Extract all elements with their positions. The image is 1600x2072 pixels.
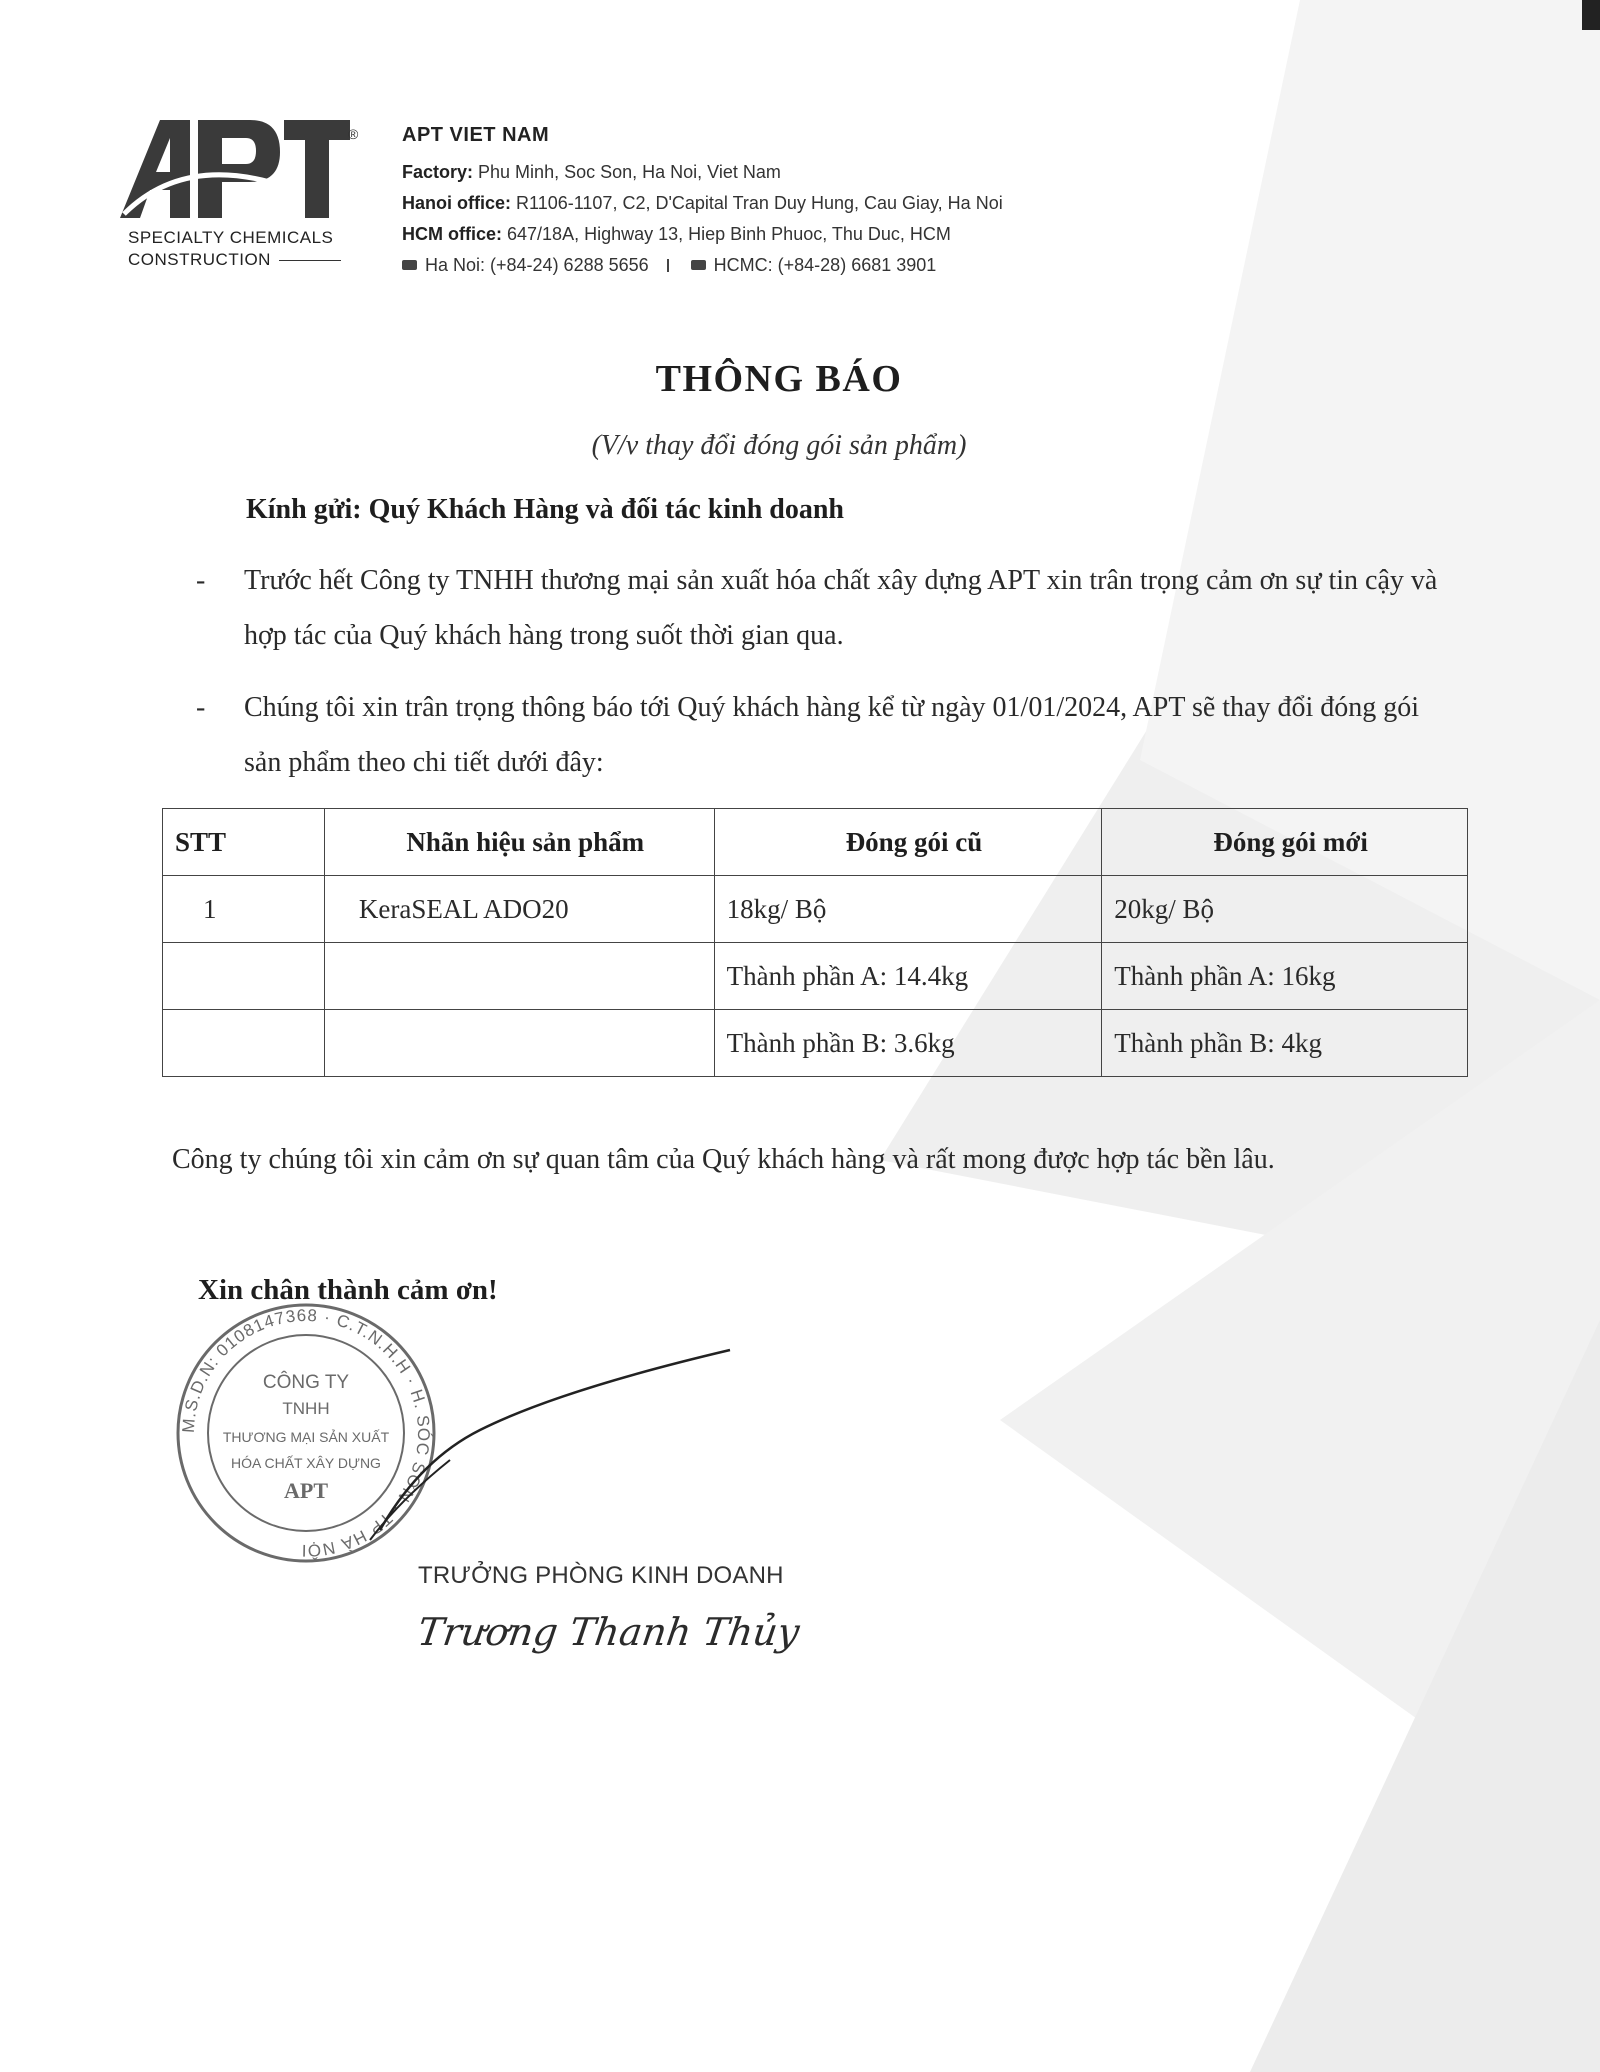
table-cell xyxy=(163,1010,325,1077)
hanoi-office-line: Hanoi office: R1106-1107, C2, D'Capital Tran Duy Hung, Cau Giay, Ha Noi xyxy=(402,193,1003,213)
paragraph-1 xyxy=(196,553,1446,663)
header-new-pack: Đóng gói mới xyxy=(1102,809,1468,876)
bullet-dash: - xyxy=(196,692,206,723)
phone-icon xyxy=(402,260,417,270)
stamp-line-3: THƯƠNG MẠI SẢN XUẤT xyxy=(222,1429,390,1445)
logo-tagline-1: SPECIALTY CHEMICALS xyxy=(128,228,334,247)
table-row xyxy=(163,1010,1468,1077)
logo-tagline-2: CONSTRUCTION xyxy=(128,250,341,270)
phone-hanoi: Ha Noi: (+84-24) 6288 5656 xyxy=(425,255,649,275)
table-header-row xyxy=(163,809,1468,876)
table-row xyxy=(163,943,1468,1010)
table-cell: 18kg/ Bộ xyxy=(714,876,1102,943)
phone-icon xyxy=(691,260,706,270)
company-info xyxy=(402,124,1003,281)
table-cell xyxy=(324,1010,714,1077)
table-cell: Thành phần A: 14.4kg xyxy=(714,943,1102,1010)
greeting: Kính gửi: Quý Khách Hàng và đối tác kinh doanh xyxy=(246,494,844,525)
header-old-pack: Đóng gói cũ xyxy=(714,809,1102,876)
signature-stroke xyxy=(360,1340,740,1560)
scan-edge-mark xyxy=(1582,0,1600,30)
thanks-paragraph: Công ty chúng tôi xin cảm ơn sự quan tâm của Quý khách hàng và rất mong được hợp tác bền lâu. xyxy=(172,1144,1275,1175)
phone-hcmc: HCMC: (+84-28) 6681 3901 xyxy=(713,255,937,275)
paragraph-2-text: Chúng tôi xin trân trọng thông báo tới Quý khách hàng kể từ ngày 01/01/2024, APT sẽ thay đổi đóng gói sản phẩm theo chi tiết dưới đây: xyxy=(244,692,1420,778)
factory-line: Factory: Phu Minh, Soc Son, Ha Noi, Viet Nam xyxy=(402,162,781,182)
document-subtitle: (V/v thay đổi đóng gói sản phẩm) xyxy=(591,430,967,461)
table-cell: Thành phần B: 3.6kg xyxy=(714,1010,1102,1077)
signer-name: Trương Thanh Thủy xyxy=(414,1610,803,1654)
table-cell: Thành phần B: 4kg xyxy=(1102,1010,1468,1077)
table-cell: Thành phần A: 16kg xyxy=(1102,943,1468,1010)
hcm-office-line: HCM office: 647/18A, Highway 13, Hiep Binh Phuoc, Thu Duc, HCM xyxy=(402,224,951,244)
packaging-table xyxy=(162,808,1468,1077)
table-cell xyxy=(324,943,714,1010)
table-cell: 1 xyxy=(163,876,325,943)
paragraph-1-text: Trước hết Công ty TNHH thương mại sản xuất hóa chất xây dựng APT xin trân trọng cảm ơn sự tin cậy và hợp tác của Quý khách hàng trong suốt thời gian qua. xyxy=(244,565,1438,651)
closing-line: Xin chân thành cảm ơn! xyxy=(198,1274,498,1306)
stamp-line-2: TNHH xyxy=(282,1399,330,1418)
signer-role: TRƯỞNG PHÒNG KINH DOANH xyxy=(418,1562,784,1589)
table-cell: 20kg/ Bộ xyxy=(1102,876,1468,943)
header-product: Nhãn hiệu sản phẩm xyxy=(324,809,714,876)
phone-line xyxy=(402,250,1003,281)
apt-logo xyxy=(120,118,360,278)
company-name: APT VIET NAM xyxy=(402,124,550,146)
table-cell: KeraSEAL ADO20 xyxy=(324,876,714,943)
registered-icon: ® xyxy=(348,126,359,142)
paragraph-2 xyxy=(196,680,1446,790)
stamp-line-5: APT xyxy=(284,1478,328,1503)
table-cell xyxy=(163,943,325,1010)
document-title: THÔNG BÁO xyxy=(655,358,903,400)
table-row xyxy=(163,876,1468,943)
stamp-line-4: HÓA CHẤT XÂY DỰNG xyxy=(231,1455,381,1471)
apt-logo-mark xyxy=(120,118,350,223)
header-stt: STT xyxy=(163,809,325,876)
bullet-dash: - xyxy=(196,565,206,596)
stamp-ring-text: M.S.D.N: 0108147368 · C.T.N.H.H · H. SÓC SƠN · TP HÀ NỘI xyxy=(178,1305,434,1561)
stamp-line-1: CÔNG TY xyxy=(262,1372,350,1393)
